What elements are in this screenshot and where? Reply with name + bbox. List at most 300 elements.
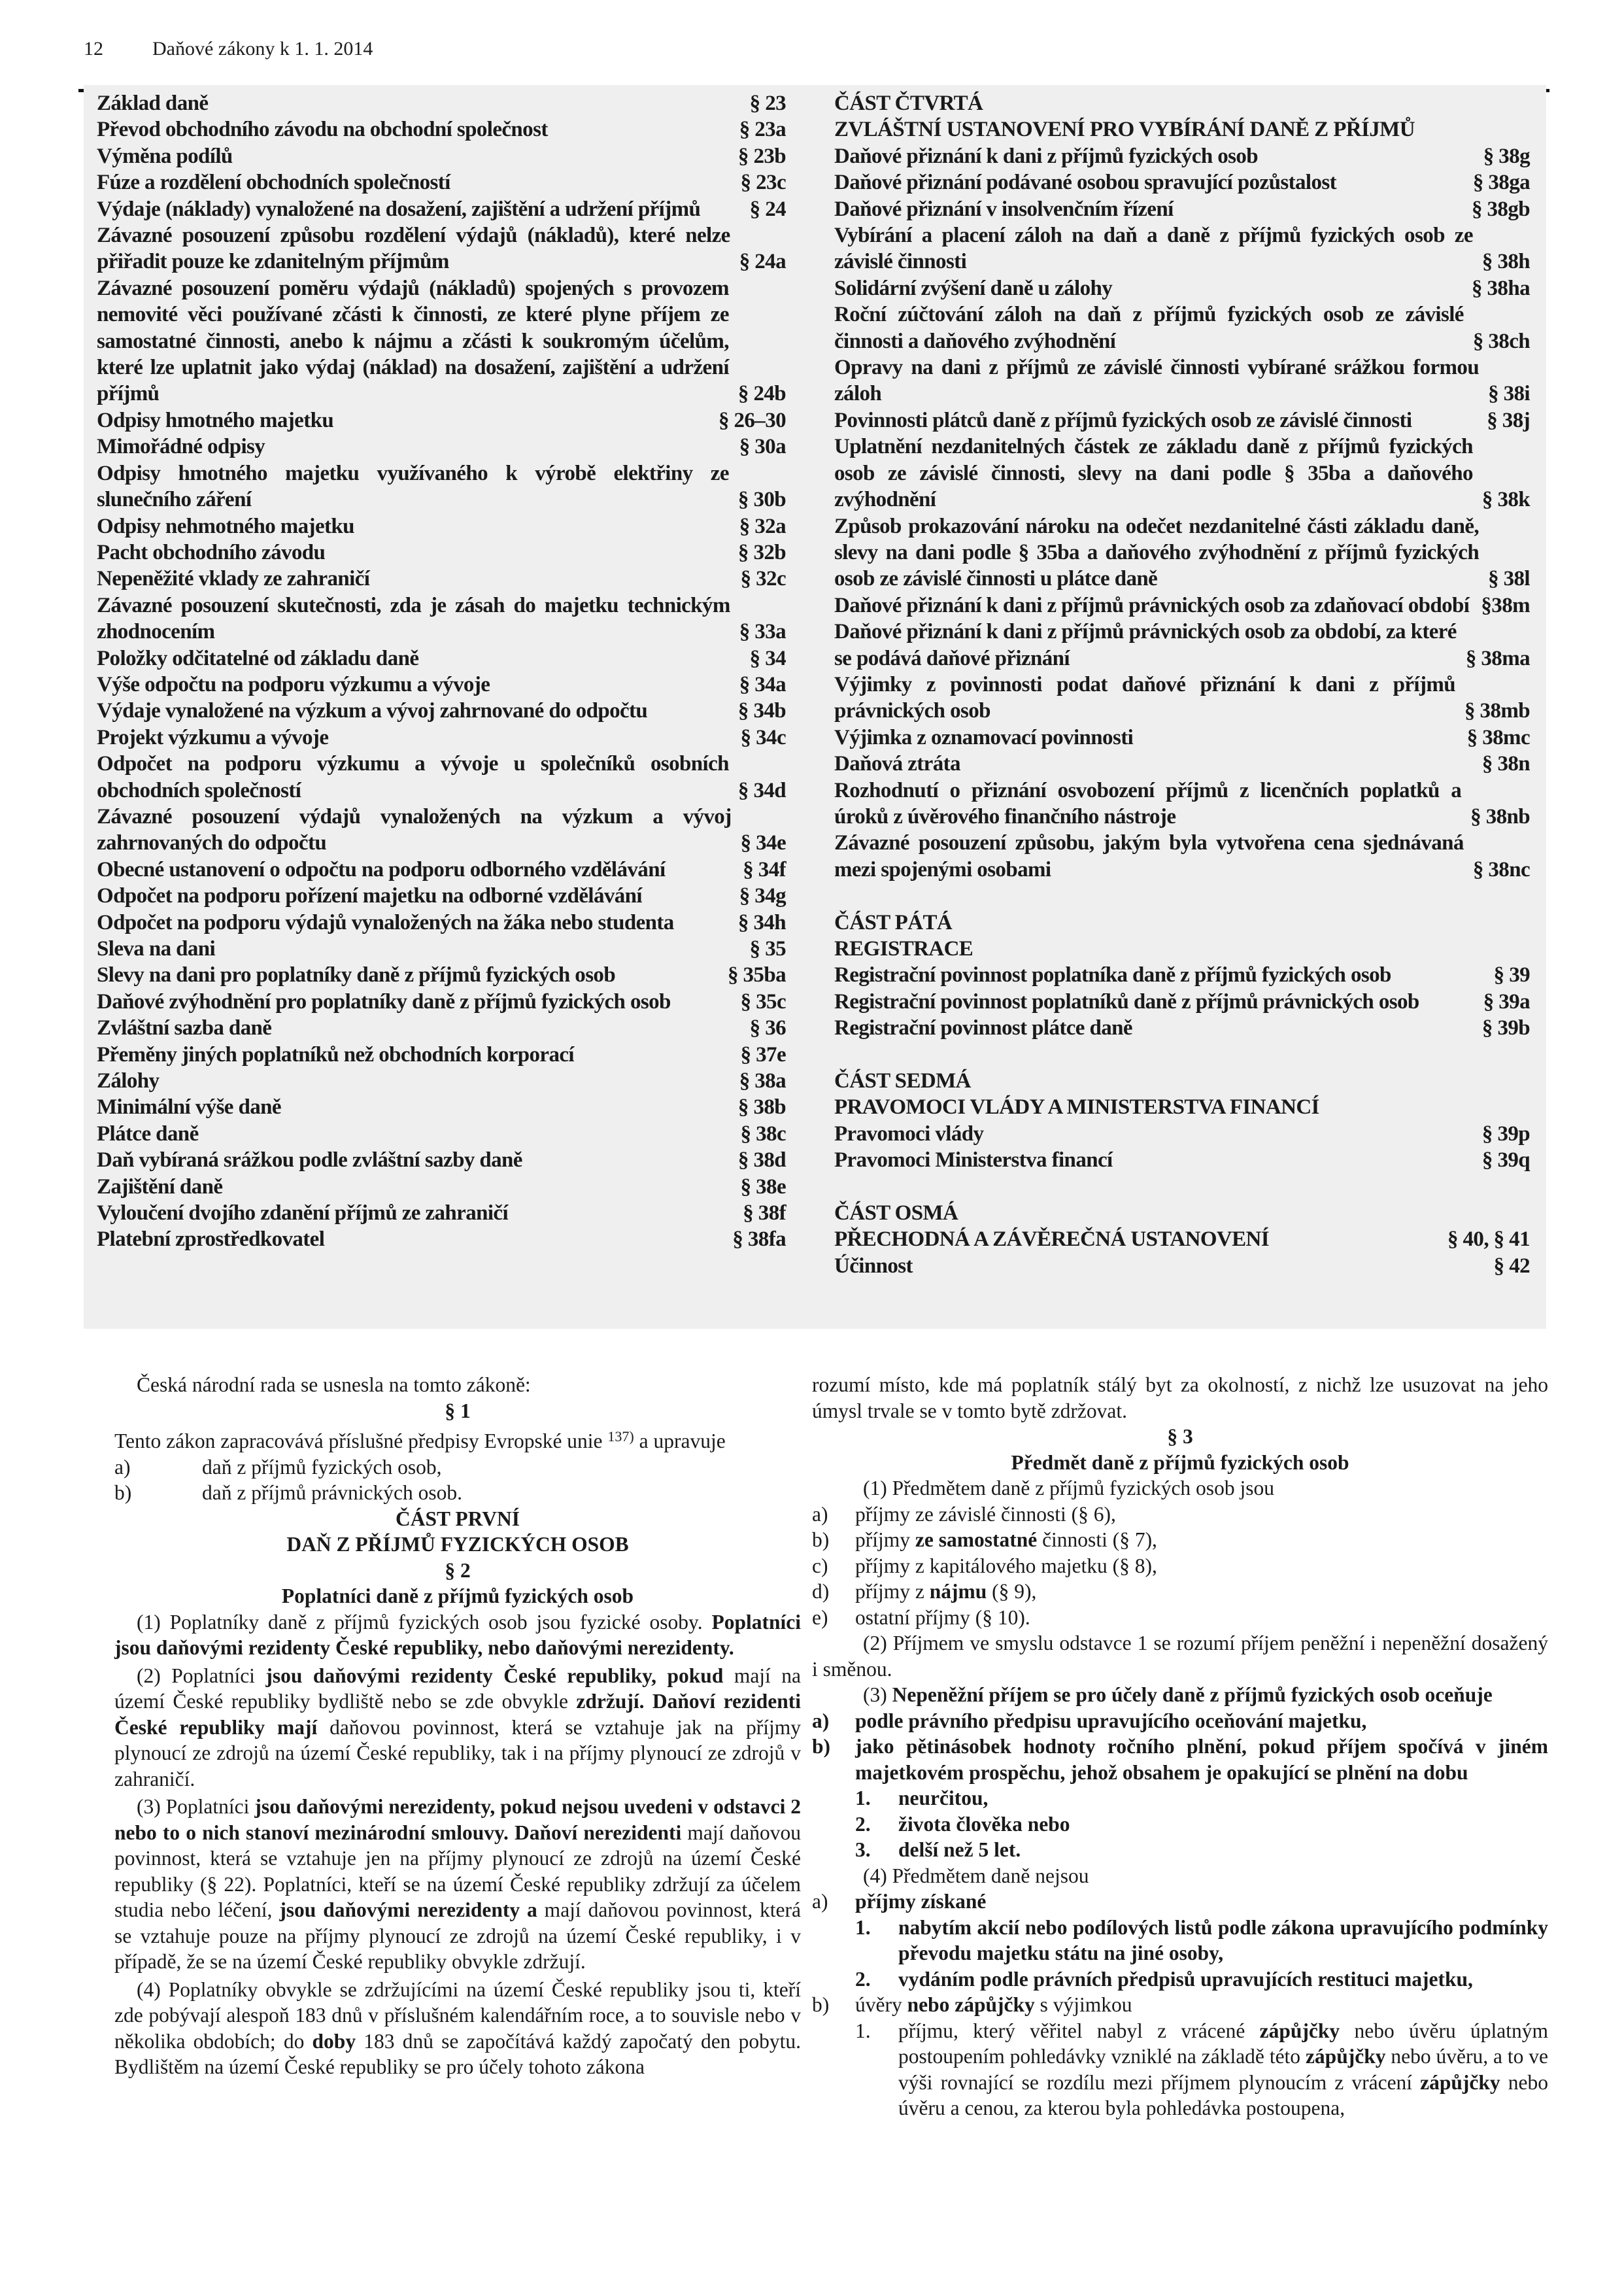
- list-item-text: [855, 1734, 1548, 1785]
- toc-entry-section: § 38ch: [1472, 329, 1530, 353]
- toc-entry-title: Pacht obchodního závodu: [97, 540, 326, 564]
- toc-entry-title: ČÁST OSMÁ: [834, 1201, 958, 1225]
- toc-entry: [834, 222, 1530, 275]
- section-heading: [114, 1583, 801, 1609]
- toc-entry: [97, 1200, 786, 1226]
- toc-entry-title: Pravomoci vlády: [834, 1121, 984, 1146]
- list-item: [812, 1889, 1548, 1915]
- toc-spacer: [834, 1174, 1530, 1200]
- toc-entry-title: Obecné ustanovení o odpočtu na podporu odborného vzdělávání: [97, 857, 666, 882]
- text-run: vydáním podle právních předpisů upravujících restituci majetku,: [898, 1967, 1473, 1991]
- toc-entry: [834, 1253, 1530, 1279]
- toc-entry-title: Platební zprostředkovatel: [97, 1227, 325, 1252]
- toc-entry-title: Daňové přiznání v insolvenčním řízení: [834, 197, 1174, 221]
- toc-entry-section: § 38ga: [1472, 171, 1530, 195]
- list-item-text: [855, 1605, 1548, 1631]
- text-run: zdržují. Daňoví rezidenti České republiky mají: [114, 1690, 801, 1739]
- toc-entry: [97, 116, 786, 143]
- list-item: [812, 1579, 1548, 1605]
- list-item-text: [202, 1480, 801, 1506]
- text-run: příjmy ze závislé činnosti (§ 6),: [855, 1502, 1116, 1526]
- text-run: daň z příjmů právnických osob.: [202, 1481, 463, 1504]
- toc-entry-title: Vyloučení dvojího zdanění příjmů ze zahraničí: [97, 1201, 509, 1225]
- section-heading: [114, 1532, 801, 1558]
- toc-right-column: [834, 90, 1530, 1279]
- text-run: příjmy získané: [855, 1890, 987, 1913]
- text-run: Nepeněžní příjem se pro účely daně z příjmů fyzických osob oceňuje: [892, 1683, 1493, 1706]
- toc-entry-section: § 38ma: [1465, 646, 1530, 670]
- toc-entry: [834, 1200, 1530, 1226]
- text-run: delší než 5 let.: [898, 1838, 1021, 1861]
- paragraph: [114, 1372, 801, 1398]
- toc-entry-title: Slevy na dani pro poplatníky daně z příjmů fyzických osob: [97, 963, 616, 987]
- toc-entry: [97, 566, 786, 592]
- toc-entry-title: ČÁST SEDMÁ: [834, 1069, 971, 1093]
- text-run: mají na území České republiky bydliště nebo se zde obvykle: [114, 1664, 802, 1713]
- toc-entry-title: Registrační povinnost poplatníků daně z příjmů právnických osob: [834, 989, 1419, 1014]
- list-label: 2.: [855, 1812, 871, 1836]
- list-item: [812, 1915, 1548, 1966]
- paragraph: [114, 1977, 801, 2080]
- toc-entry-title: Odpočet na podporu pořízení majetku na odborné vzdělávání: [97, 884, 642, 908]
- toc-entry-section: § 33a: [739, 620, 786, 644]
- text-run: příjmy: [855, 1528, 915, 1551]
- toc-entry-title: Daňové přiznání k dani z příjmů právnických osob za období, za které se podává daňové přiznání: [834, 620, 1457, 670]
- toc-entry-section: § 35c: [740, 989, 786, 1014]
- toc-entry-section: § 26–30: [718, 408, 786, 432]
- list-label: a): [812, 1709, 830, 1732]
- toc-entry: [97, 910, 786, 936]
- toc-entry-section: § 39a: [1483, 989, 1530, 1014]
- toc-entry-title: Minimální výše daně: [97, 1095, 281, 1120]
- list-label: 2.: [855, 1967, 871, 1991]
- toc-entry-title: REGISTRACE: [834, 936, 973, 961]
- text-run: a upravuje: [634, 1429, 726, 1452]
- toc-entry-title: Daňové přiznání podávané osobou spravující pozůstalost: [834, 171, 1336, 195]
- toc-entry-section: § 38a: [739, 1069, 786, 1093]
- text-run: Předmět daně z příjmů fyzických osob: [1011, 1450, 1349, 1474]
- text-run: příjmy z: [855, 1580, 930, 1603]
- toc-entry: [834, 592, 1530, 619]
- list-label: b): [812, 1993, 830, 2016]
- toc-entry: [97, 275, 786, 407]
- text-run: Poplatníci daně z příjmů fyzických osob: [281, 1584, 634, 1607]
- toc-entry-title: Odpisy hmotného majetku: [97, 408, 334, 432]
- toc-entry: [97, 672, 786, 698]
- toc-entry-section: § 37e: [740, 1042, 786, 1067]
- toc-entry-section: § 34e: [740, 831, 786, 855]
- toc-entry: [834, 301, 1530, 354]
- toc-entry: [97, 434, 786, 460]
- text-run: nebo zápůjčky: [907, 1993, 1035, 2016]
- text-run: zápůjčky: [1305, 2045, 1386, 2068]
- toc-entry-section: §38m: [1481, 593, 1530, 617]
- toc-entry-section: § 34: [749, 646, 786, 670]
- header-title: Daňové zákony k 1. 1. 2014: [152, 38, 373, 60]
- list-item-text: [855, 1708, 1548, 1734]
- list-item: [812, 1785, 1548, 1811]
- text-run: (§ 9),: [987, 1580, 1037, 1603]
- text-run: § 1: [445, 1399, 471, 1422]
- text-run: § 2: [445, 1558, 471, 1582]
- text-run: zápůjčky: [1259, 2019, 1340, 2042]
- text-run: (2) Poplatníci: [137, 1664, 266, 1687]
- text-run: jsou daňovými nerezidenty: [279, 1898, 520, 1921]
- list-label: b): [812, 1735, 831, 1758]
- toc-entry-section: § 38i: [1488, 382, 1530, 406]
- list-item-text: [855, 1527, 1548, 1553]
- toc-entry-title: Výjimky z povinnosti podat daňové přiznání k dani z příjmů právnických osob: [834, 672, 1455, 723]
- toc-entry-section: § 35: [749, 937, 786, 961]
- section-heading: [114, 1506, 801, 1532]
- toc-entry: [97, 1121, 786, 1147]
- text-run: Česká národní rada se usnesla na tomto zákoně:: [137, 1373, 531, 1396]
- toc-entry-section: § 24b: [737, 382, 786, 406]
- toc-entry-section: § 32c: [740, 567, 786, 591]
- text-run: nabytím akcií nebo podílových listů podle zákona upravujícího podmínky převodu majetku státu na jiné osoby,: [898, 1915, 1548, 1964]
- list-item: [812, 1966, 1548, 1993]
- toc-entry: [834, 1015, 1530, 1041]
- toc-entry: [97, 1226, 786, 1252]
- list-label: 1.: [855, 1787, 871, 1809]
- toc-entry-title: Fúze a rozdělení obchodních společností: [97, 171, 450, 195]
- toc-entry: [834, 90, 1530, 116]
- list-item: [812, 1553, 1548, 1579]
- text-run: ČÁST PRVNÍ: [396, 1507, 520, 1530]
- toc-entry-section: § 38c: [740, 1121, 786, 1146]
- toc-entry: [97, 513, 786, 539]
- list-item-text: [898, 1837, 1548, 1863]
- toc-entry: [834, 169, 1530, 196]
- text-run: a: [527, 1898, 537, 1921]
- paragraph: [812, 1863, 1548, 1889]
- toc-entry: [97, 1068, 786, 1094]
- list-item-text: [898, 1966, 1548, 1993]
- toc-entry-title: Sleva na dani: [97, 937, 216, 961]
- toc-entry-title: ZVLÁŠTNÍ USTANOVENÍ PRO VYBÍRÁNÍ DANĚ Z PŘÍJMŮ: [834, 118, 1415, 142]
- toc-entry-title: Registrační povinnost plátce daně: [834, 1016, 1132, 1040]
- paragraph: [114, 1609, 801, 1661]
- toc-entry: [834, 116, 1530, 143]
- toc-entry: [834, 143, 1530, 169]
- toc-entry: [97, 936, 786, 962]
- toc-entry-section: § 34a: [739, 672, 786, 696]
- text-run: nájmu: [929, 1580, 987, 1603]
- toc-entry: [97, 804, 786, 857]
- toc-entry-section: § 38nb: [1470, 804, 1530, 829]
- toc-entry-title: Daňová ztráta: [834, 752, 960, 776]
- toc-entry: [97, 143, 786, 169]
- toc-entry-title: Závazné posouzení poměru výdajů (nákladů) spojených s provozem nemovité věci používané zčásti k činnosti, ze které plyne příjem ze samostatné činnosti, anebo k nájmu a zčásti k soukromým účelům, které lze uplatnit jako výdaj (náklad) na dosažení, zajištění a udržení příjmů: [97, 276, 729, 406]
- text-run: [520, 1898, 527, 1921]
- toc-entry: [97, 698, 786, 724]
- toc-entry-title: Způsob prokazování nároku na odečet nezdanitelné části základu daně, slevy na dani podle § 35ba a daňového zvýhodnění z příjmů fyzických osob ze závislé činnosti u plátce daně: [834, 514, 1480, 591]
- toc-entry-section: § 38fa: [732, 1227, 786, 1252]
- toc-entry-title: Odpočet na podporu výdajů vynaložených na žáka nebo studenta: [97, 910, 674, 934]
- toc-entry-title: Přeměny jiných poplatníků než obchodních korporací: [97, 1042, 574, 1067]
- list-item-text: [855, 1889, 1548, 1915]
- toc-entry-title: PŘECHODNÁ A ZÁVĚREČNÁ USTANOVENÍ: [834, 1227, 1270, 1252]
- section-heading: [812, 1424, 1548, 1450]
- toc-entry: [834, 275, 1530, 301]
- toc-entry-title: Závazné posouzení způsobu, jakým byla vytvořena cena sjednávaná mezi spojenými osobami: [834, 831, 1464, 882]
- list-item-text: [898, 1915, 1548, 1966]
- toc-entry-title: ČÁST PÁTÁ: [834, 910, 953, 934]
- list-item: [812, 1734, 1548, 1785]
- toc-entry-title: Daň vybíraná srážkou podle zvláštní sazby daně: [97, 1148, 522, 1173]
- text-run: podle právního předpisu upravujícího oceňování majetku,: [855, 1709, 1367, 1732]
- toc-entry-title: Odpočet na podporu výzkumu a vývoje u společníků osobních obchodních společností: [97, 752, 729, 802]
- toc-entry-title: Projekt výzkumu a vývoje: [97, 725, 329, 749]
- toc-entry-title: Závazné posouzení výdajů vynaložených na výzkum a vývoj zahrnovaných do odpočtu: [97, 804, 732, 855]
- text-run: (1) Předmětem daně z příjmů fyzických osob jsou: [863, 1477, 1274, 1499]
- toc-entry-title: Pravomoci Ministerstva financí: [834, 1148, 1113, 1173]
- toc-entry-section: § 30b: [737, 488, 786, 512]
- toc-entry-title: Uplatnění nezdanitelných částek ze základu daně z příjmů fyzických osob ze závislé činnosti, slevy na dani podle § 35ba a daňového zvýhodnění: [834, 435, 1473, 512]
- list-item: [812, 1527, 1548, 1553]
- toc-entry: [834, 513, 1530, 592]
- toc-entry-title: Mimořádné odpisy: [97, 435, 265, 459]
- toc-entry-title: Závazné posouzení skutečnosti, zda je zásah do majetku technickým zhodnocením: [97, 593, 730, 644]
- toc-entry-section: § 38e: [740, 1174, 786, 1199]
- toc-entry: [97, 1094, 786, 1120]
- toc-entry-section: § 23c: [740, 171, 786, 195]
- text-run: jako pětinásobek hodnoty ročního plnění, pokud příjem spočívá v jiném majetkovém prospěchu, jehož obsahem je opakující se plnění na dobu: [855, 1735, 1548, 1784]
- list-label: a): [812, 1502, 828, 1526]
- text-run: ostatní příjmy (§ 10).: [855, 1605, 1030, 1629]
- list-item: [812, 1708, 1548, 1734]
- toc-entry-section: § 39q: [1481, 1148, 1530, 1173]
- list-label: 1.: [855, 1915, 871, 1939]
- list-item: [812, 2018, 1548, 2121]
- list-item-text: [898, 2018, 1548, 2121]
- toc-entry-section: § 38mc: [1466, 725, 1530, 749]
- paragraph: [114, 1794, 801, 1975]
- text-run: DAŇ Z PŘÍJMŮ FYZICKÝCH OSOB: [286, 1533, 629, 1556]
- text-run: (3): [863, 1683, 892, 1706]
- toc-entry-title: Účinnost: [834, 1254, 913, 1278]
- toc-entry-title: PRAVOMOCI VLÁDY A MINISTERSTVA FINANCÍ: [834, 1095, 1319, 1120]
- toc-entry-title: Daňové přiznání k dani z příjmů právnických osob za zdaňovací období: [834, 593, 1470, 617]
- toc-entry-section: § 39: [1493, 963, 1530, 987]
- list-item-text: [855, 1992, 1548, 2018]
- text-run: neurčitou,: [898, 1787, 989, 1809]
- list-item-text: [202, 1454, 801, 1481]
- toc-entry: [97, 883, 786, 909]
- toc-entry: [834, 1121, 1530, 1147]
- toc-entry: [97, 751, 786, 804]
- toc-entry-title: Výdaje (náklady) vynaložené na dosažení, zajištění a udržení příjmů: [97, 197, 701, 221]
- paragraph: [812, 1372, 1548, 1424]
- toc-entry-section: § 38k: [1481, 488, 1530, 512]
- list-item: [812, 1837, 1548, 1863]
- toc-spacer: [834, 883, 1530, 909]
- text-run: nebo úvěru, a to ve výši rovnající se rozdílu mezi příjmem plynoucím z vrácení: [898, 2045, 1548, 2094]
- text-run: nebo úvěru a cenou, za kterou byla pohledávka postoupena,: [898, 2070, 1549, 2119]
- list-label: 1.: [855, 2019, 871, 2042]
- toc-entry-title: Zálohy: [97, 1069, 160, 1093]
- toc-entry-section: § 39p: [1481, 1121, 1530, 1146]
- toc-entry-section: § 40, § 41: [1447, 1227, 1530, 1252]
- text-run: jsou daňovými rezidenty České republiky, pokud: [265, 1664, 724, 1687]
- toc-entry-section: § 38b: [737, 1095, 786, 1120]
- toc-entry: [97, 592, 786, 645]
- text-run: ze samostatné: [915, 1528, 1038, 1551]
- paragraph: [812, 1475, 1548, 1501]
- toc-entry-section: § 38j: [1487, 408, 1530, 432]
- toc-entry: [834, 910, 1530, 936]
- text-run: § 3: [1167, 1425, 1193, 1448]
- toc-entry: [834, 1094, 1530, 1120]
- toc-entry-title: Položky odčitatelné od základu daně: [97, 646, 419, 670]
- list-item-text: [855, 1501, 1548, 1528]
- toc-spacer: [834, 1042, 1530, 1068]
- toc-entry-title: ČÁST ČTVRTÁ: [834, 92, 983, 115]
- toc-entry: [834, 1068, 1530, 1094]
- toc-entry-section: § 38l: [1488, 567, 1530, 591]
- toc-entry: [97, 539, 786, 566]
- toc-entry-title: Výdaje vynaložené na výzkum a vývoj zahrnované do odpočtu: [97, 699, 648, 723]
- toc-entry: [834, 1226, 1530, 1252]
- paragraph: [812, 1682, 1548, 1708]
- toc-entry: [834, 830, 1530, 883]
- toc-entry: [834, 354, 1530, 407]
- toc-entry: [834, 407, 1530, 434]
- toc-entry-title: Plátce daně: [97, 1121, 199, 1146]
- toc-entry-section: § 38ha: [1471, 276, 1530, 300]
- text-run: (1) Poplatníky daně z příjmů fyzických osob jsou fyzické osoby.: [137, 1610, 712, 1634]
- toc-entry-section: § 34d: [737, 778, 786, 802]
- list-item-text: [855, 1579, 1548, 1605]
- toc-entry: [834, 1147, 1530, 1173]
- toc-entry: [97, 90, 786, 116]
- toc-entry: [834, 962, 1530, 988]
- toc-entry-title: Výměna podílů: [97, 144, 233, 168]
- section-heading: [812, 1450, 1548, 1476]
- toc-entry: [97, 1042, 786, 1068]
- toc-entry-section: § 38gb: [1471, 197, 1530, 221]
- toc-entry-section: § 42: [1493, 1254, 1530, 1278]
- paragraph: [114, 1663, 801, 1792]
- toc-entry-title: Daňové zvýhodnění pro poplatníky daně z příjmů fyzických osob: [97, 989, 671, 1014]
- toc-entry-title: Roční zúčtování záloh na daň z příjmů fyzických osob ze závislé činnosti a daňového zvýhodnění: [834, 303, 1464, 353]
- toc-entry: [834, 989, 1530, 1015]
- toc-entry: [97, 725, 786, 751]
- toc-entry-section: § 34c: [740, 725, 786, 749]
- toc-entry: [97, 460, 786, 513]
- text-run: (3) Poplatníci: [137, 1795, 255, 1818]
- list-label: e): [812, 1605, 828, 1629]
- body-right-column: [812, 1372, 1548, 2121]
- toc-entry-section: § 39b: [1481, 1016, 1530, 1040]
- list-label: b): [812, 1528, 830, 1551]
- toc-entry-title: Zvláštní sazba daně: [97, 1016, 272, 1040]
- toc-entry-section: § 30a: [739, 435, 786, 459]
- running-header: [84, 38, 373, 60]
- text-run: Poplatníci jsou daňovými rezidenty České republiky, nebo daňovými nerezidenty.: [114, 1610, 801, 1659]
- text-run: daňovou povinnost, která se vztahuje jak na příjmy plynoucí ze zdrojů na území České republiky, tak i na příjmy plynoucí ze zdrojů v zahraničí.: [114, 1715, 801, 1790]
- toc-entry: [834, 672, 1530, 725]
- text-run: mají daňovou povinnost, která se vztahuje pouze na příjmy plynoucí ze zdrojů na území České republiky, i v případě, že se na území České republiky obvykle zdržují.: [114, 1898, 802, 1973]
- toc-entry: [97, 169, 786, 196]
- text-run: života člověka nebo: [898, 1812, 1070, 1836]
- list-label: c): [812, 1554, 828, 1577]
- section-heading: [114, 1398, 801, 1424]
- list-item: [812, 1501, 1548, 1528]
- toc-entry: [834, 196, 1530, 222]
- text-run: mají daňovou povinnost, která se vztahuje jen na příjmy plynoucí ze zdrojů na území České republiky (§ 22). Poplatníci, kteří se na území České republiky zdržují za účelem studia nebo léčení,: [114, 1821, 801, 1921]
- toc-entry: [834, 725, 1530, 751]
- toc-entry-section: § 24a: [739, 250, 786, 274]
- toc-entry-section: § 34g: [739, 884, 786, 908]
- list-item: [812, 1811, 1548, 1838]
- toc-entry-section: § 34b: [737, 699, 786, 723]
- toc-entry: [97, 222, 786, 275]
- toc-entry: [97, 1174, 786, 1200]
- toc-entry-section: § 38g: [1483, 144, 1530, 168]
- list-item-text: [898, 1785, 1548, 1811]
- text-run: příjmu, který věřitel nabyl z vrácené: [898, 2019, 1260, 2042]
- toc-entry-section: § 38d: [737, 1148, 786, 1173]
- list-label: a): [812, 1890, 828, 1913]
- footnote-ref: 137): [607, 1428, 634, 1445]
- paragraph: [812, 1630, 1548, 1682]
- toc-entry: [97, 857, 786, 883]
- toc-entry-section: § 38n: [1481, 752, 1530, 776]
- text-run: Tento zákon zapracovává příslušné předpisy Evropské unie: [114, 1429, 608, 1452]
- toc-entry: [97, 407, 786, 434]
- text-run: 183 dnů se započítává každý započatý den pobytu. Bydlištěm na území České republiky se pro účely tohoto zákona: [114, 2029, 801, 2078]
- text-run: doby: [312, 2029, 356, 2053]
- toc-entry: [834, 778, 1530, 830]
- section-heading: [114, 1558, 801, 1584]
- toc-entry-title: Rozhodnutí o přiznání osvobození příjmů z licenčních poplatků a úroků z úvěrového finančního nástroje: [834, 778, 1462, 829]
- text-run: jsou daňovými nerezidenty, pokud nejsou uvedeni v odstavci 2 nebo to o nich stanoví mezinárodní smlouvy. Daňoví nerezidenti: [114, 1795, 801, 1844]
- toc-entry-title: Výše odpočtu na podporu výzkumu a vývoje: [97, 672, 490, 696]
- toc-entry-title: Odpisy hmotného majetku využívaného k výrobě elektřiny ze slunečního záření: [97, 461, 729, 512]
- toc-entry: [834, 751, 1530, 777]
- list-item: [812, 1992, 1548, 2018]
- toc-entry-section: § 38h: [1481, 250, 1530, 274]
- toc-entry-section: § 23a: [739, 118, 786, 142]
- list-item: [114, 1454, 801, 1481]
- text-run: činnosti (§ 7),: [1037, 1528, 1157, 1551]
- paragraph: [114, 1424, 801, 1454]
- toc-entry-section: § 32b: [737, 540, 786, 564]
- body-left-column: [114, 1372, 801, 2080]
- list-item-text: [898, 1811, 1548, 1838]
- toc-entry: [834, 434, 1530, 513]
- text-run: příjmy z kapitálového majetku (§ 8),: [855, 1554, 1157, 1577]
- text-run: daň z příjmů fyzických osob,: [202, 1455, 442, 1479]
- toc-entry: [97, 989, 786, 1015]
- toc-entry: [97, 1147, 786, 1173]
- text-run: (2) Příjmem ve smyslu odstavce 1 se rozumí příjem peněžní i nepeněžní dosažený i směnou.: [812, 1632, 1548, 1681]
- toc-entry-title: Solidární zvýšení daně u zálohy: [834, 276, 1113, 300]
- list-label: d): [812, 1580, 830, 1603]
- list-label: 3.: [855, 1838, 871, 1861]
- toc-entry-title: Závazné posouzení způsobu rozdělení výdajů (nákladů), které nelze přiřadit pouze ke zdanitelným příjmům: [97, 224, 730, 274]
- toc-entry-section: § 38mb: [1464, 699, 1530, 723]
- text-run: (4) Předmětem daně nejsou: [863, 1864, 1089, 1887]
- toc-entry-title: Vybírání a placení záloh na daň a daně z příjmů fyzických osob ze závislé činnosti: [834, 224, 1473, 274]
- toc-entry-title: Odpisy nehmotného majetku: [97, 514, 354, 538]
- toc-entry-section: § 36: [749, 1016, 786, 1040]
- toc-entry: [834, 936, 1530, 962]
- toc-entry-title: Nepeněžité vklady ze zahraničí: [97, 567, 370, 591]
- toc-entry-title: Základ daně: [97, 92, 209, 115]
- list-label: a): [114, 1455, 131, 1479]
